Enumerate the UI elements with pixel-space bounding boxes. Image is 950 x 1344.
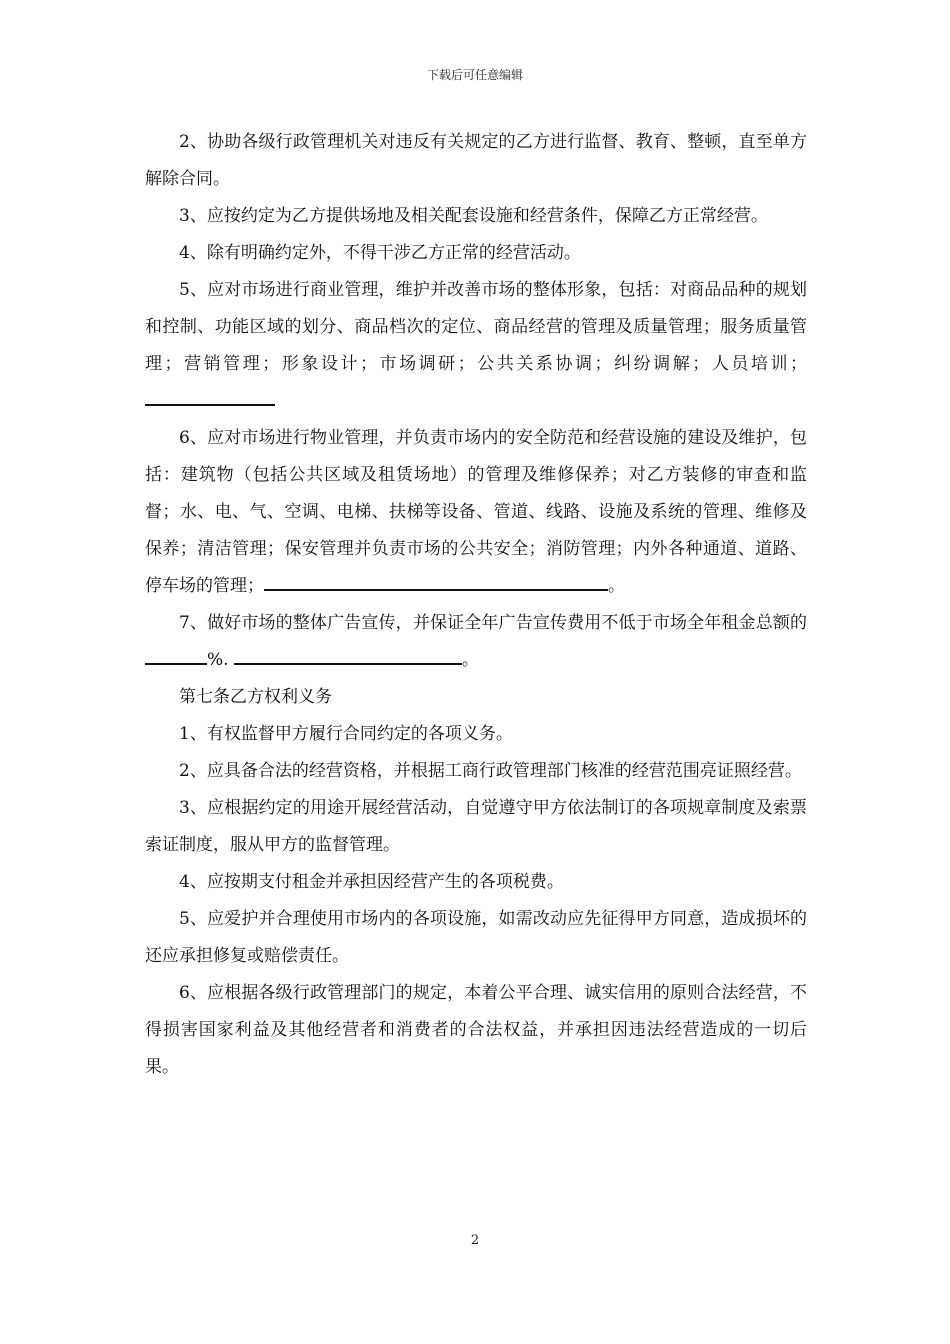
paragraph-text: 第七条乙方权利义务 [179, 687, 332, 707]
paragraph-end-punct: 。 [461, 650, 479, 670]
paragraph [145, 420, 807, 605]
paragraph [145, 235, 807, 272]
paragraph-text: 4、除有明确约定外，不得干涉乙方正常的经营活动。 [179, 243, 581, 263]
percent-sign: %. [207, 650, 229, 670]
paragraph-text: 6、应对市场进行物业管理，并负责市场内的安全防范和经营设施的建设及维护，包括：建筑物（包括公共区域及租赁场地）的管理及维修保养；对乙方装修的审查和监督；水、电、气、空调、电梯、扶梯等设备、管道、线路、设施及系统的管理、维修及保养；清洁管理；保安管理并负责市场的公共安全；消防管理；内外各种通道、道路、停车场的管理； [145, 428, 807, 596]
paragraph-text: 1、有权监督甲方履行合同约定的各项义务。 [179, 724, 513, 744]
fill-in-blank[interactable] [264, 575, 496, 591]
fill-in-blank[interactable] [234, 649, 462, 665]
paragraph-text: 4、应按期支付租金并承担因经营产生的各项税费。 [179, 872, 564, 892]
paragraph [145, 716, 807, 753]
paragraph [145, 753, 807, 790]
paragraph-text: 5、应对市场进行商业管理，维护并改善市场的整体形象，包括：对商品品种的规划和控制、功能区域的划分、商品档次的定位、商品经营的管理及质量管理；服务质量管理；营销管理；形象设计；市场调研；公共关系协调；纠纷调解；人员培训； [145, 280, 807, 374]
paragraph [145, 124, 807, 198]
document-body [145, 124, 807, 1086]
fill-in-blank[interactable] [145, 390, 275, 406]
paragraph-text: 2、应具备合法的经营资格，并根据工商行政管理部门核准的经营范围亮证照经营。 [179, 761, 802, 781]
percent-blank[interactable] [145, 649, 207, 665]
page-number: 2 [470, 1233, 480, 1248]
paragraph [145, 901, 807, 975]
paragraph-text: 3、应按约定为乙方提供场地及相关配套设施和经营条件，保障乙方正常经营。 [179, 206, 768, 226]
fill-in-blank[interactable] [496, 575, 608, 591]
section-heading [145, 679, 807, 716]
paragraph [145, 605, 807, 679]
paragraph-text: 7、做好市场的整体广告宣传，并保证全年广告宣传费用不低于市场全年租金总额的 [179, 613, 807, 633]
paragraph [145, 864, 807, 901]
paragraph-text: 2、协助各级行政管理机关对违反有关规定的乙方进行监督、教育、整顿，直至单方解除合同。 [145, 132, 807, 189]
paragraph-end-punct: 。 [608, 576, 625, 596]
page-header: 下载后可任意编辑 [426, 68, 523, 82]
paragraph [145, 198, 807, 235]
paragraph-text: 3、应根据约定的用途开展经营活动，自觉遵守甲方依法制订的各项规章制度及索票索证制度，服从甲方的监督管理。 [145, 798, 807, 855]
paragraph-text: 5、应爱护并合理使用市场内的各项设施，如需改动应先征得甲方同意，造成损坏的还应承担修复或赔偿责任。 [145, 909, 807, 966]
paragraph-text: 6、应根据各级行政管理部门的规定，本着公平合理、诚实信用的原则合法经营，不得损害国家利益及其他经营者和消费者的合法权益，并承担因违法经营造成的一切后果。 [145, 983, 807, 1077]
paragraph [145, 975, 807, 1086]
paragraph [145, 790, 807, 864]
paragraph [145, 272, 807, 420]
